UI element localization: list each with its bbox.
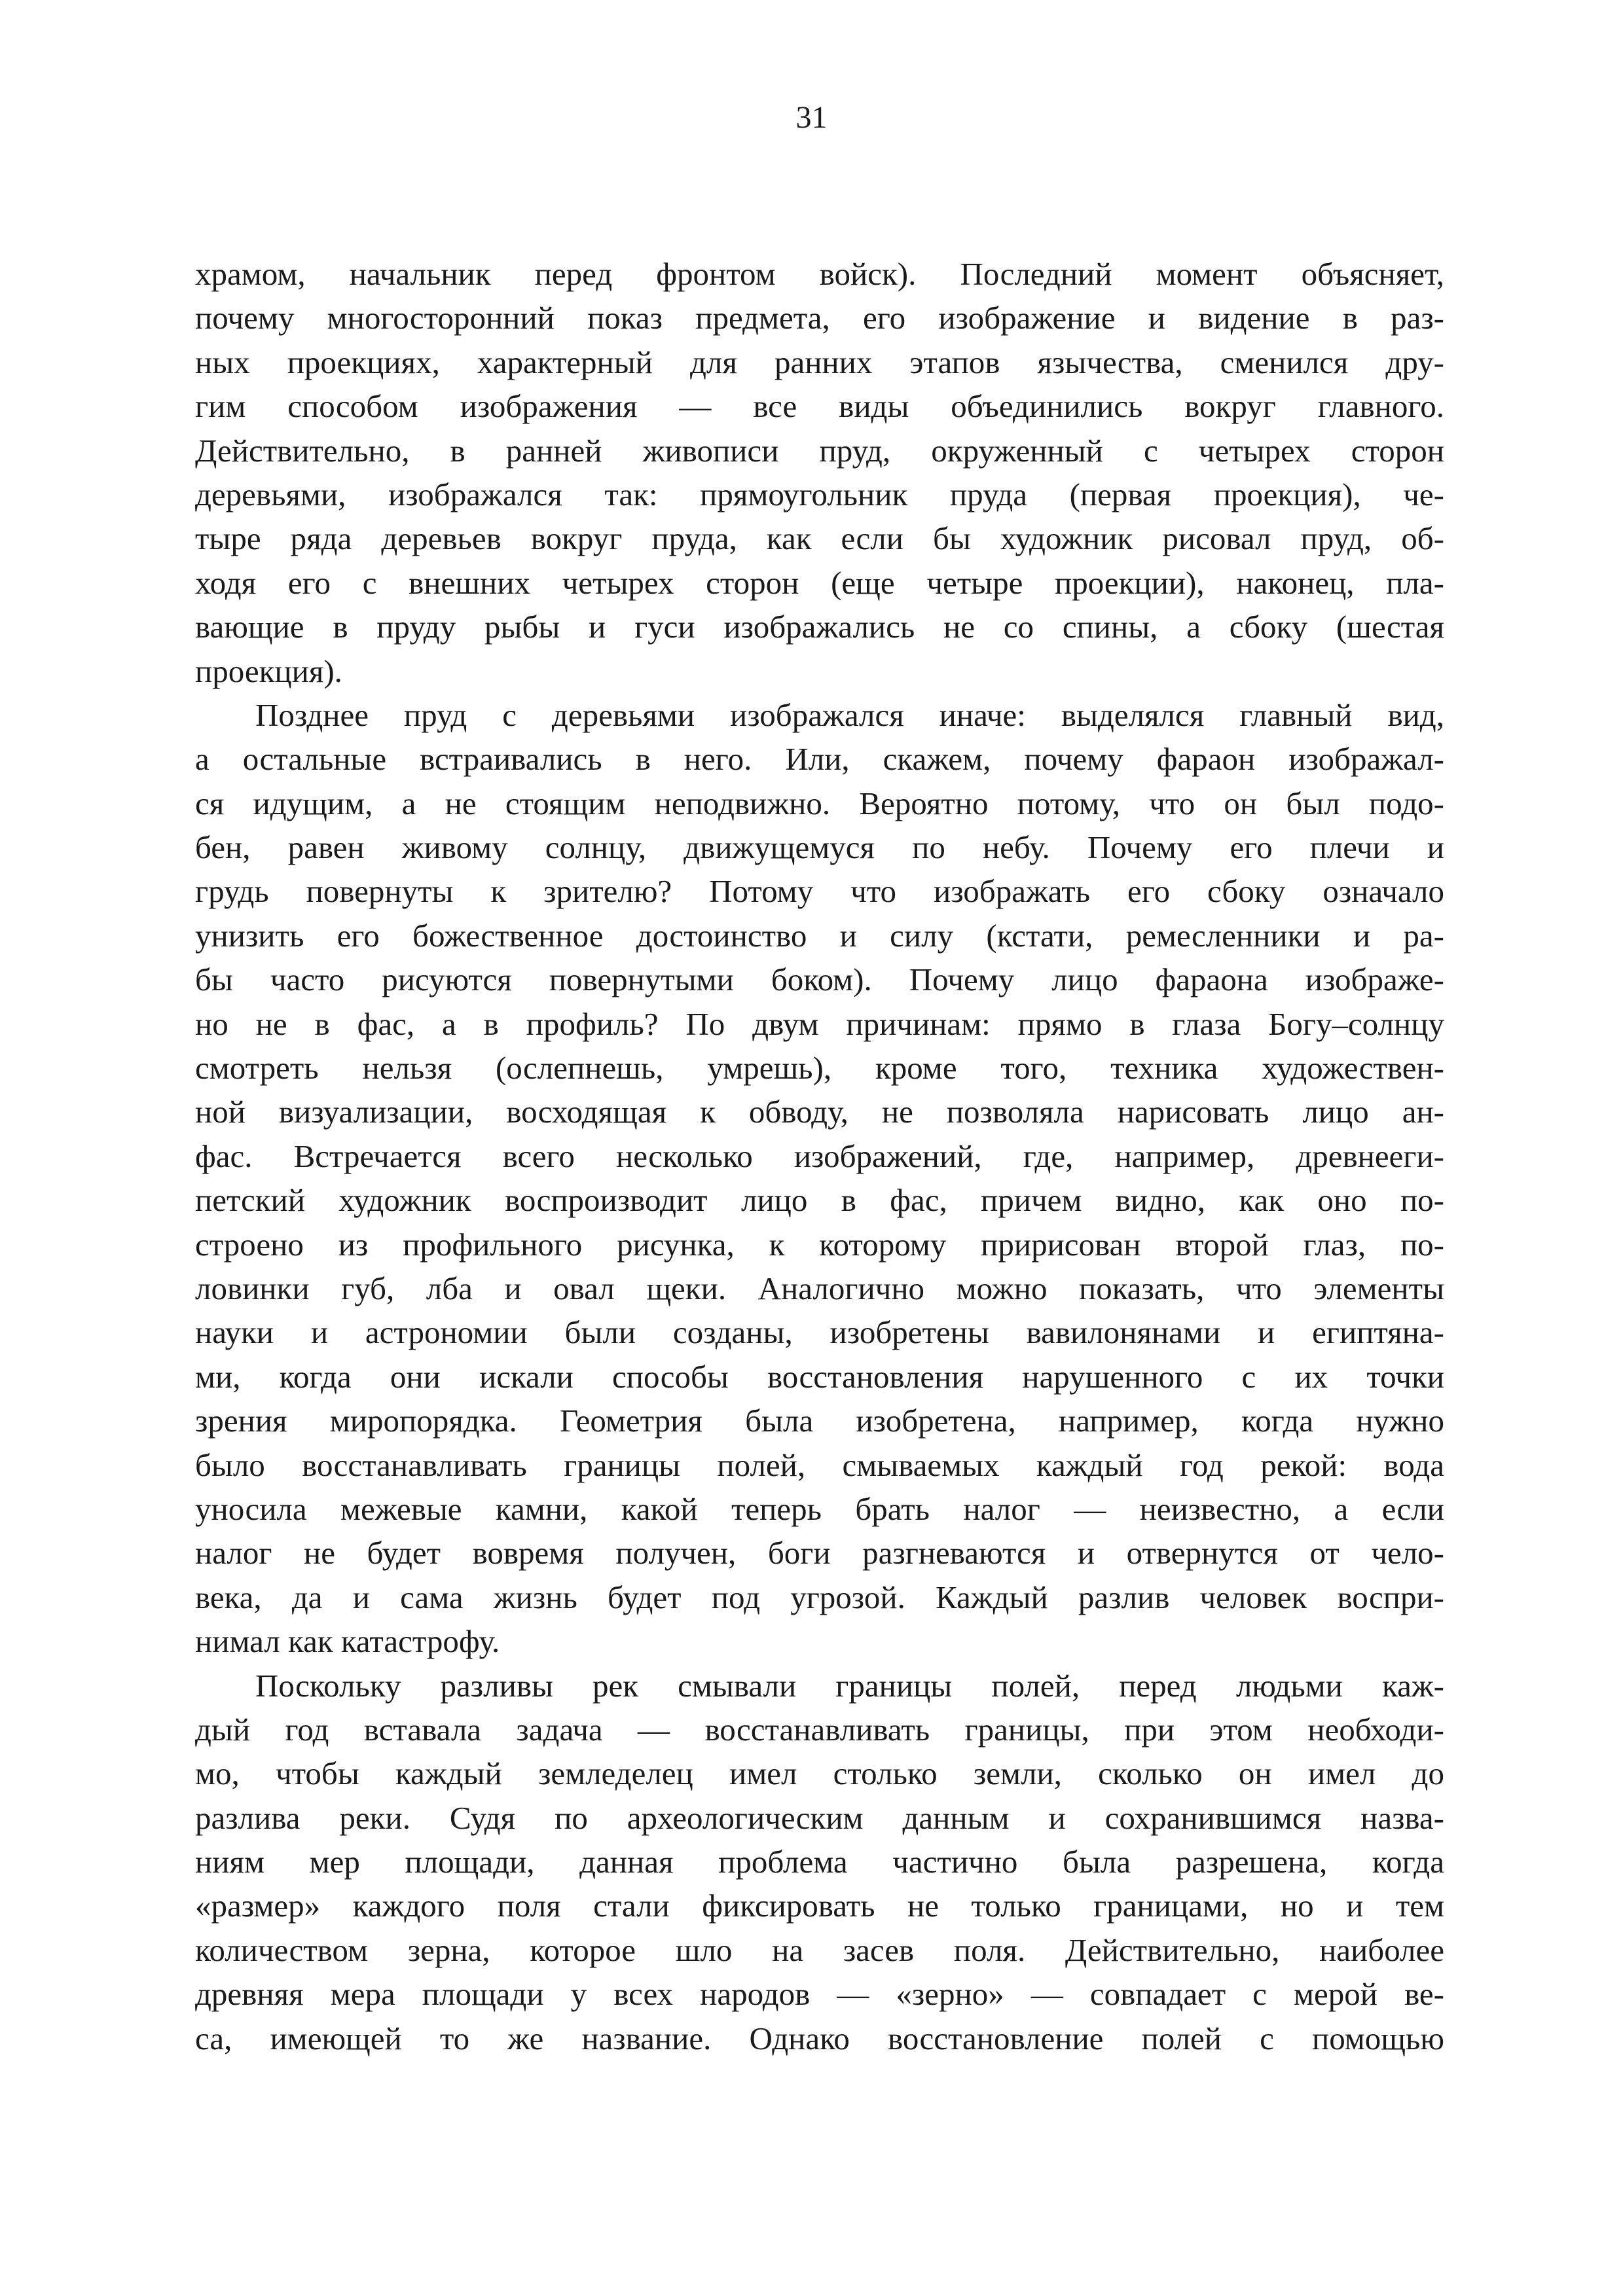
text-line: строено из профильного рисунка, к которому пририсован второй глаз, по- [195, 1226, 1444, 1263]
text-line: храмом, начальник перед фронтом войск). Последний момент объясняет, [195, 256, 1444, 292]
text-line: вающие в пруду рыбы и гуси изображались не со спины, а сбоку (шестая [195, 609, 1444, 645]
text-line: почему многосторонний показ предмета, его изображение и видение в раз- [195, 300, 1444, 336]
text-line: мо, чтобы каждый земледелец имел столько земли, сколько он имел до [195, 1755, 1444, 1792]
text-line: унизить его божественное достоинство и силу (кстати, ремесленники и ра- [195, 917, 1444, 954]
paragraph [195, 693, 1444, 1664]
text-line: гим способом изображения — все виды объединились вокруг главного. [195, 388, 1444, 425]
text-line: ной визуализации, восходящая к обводу, не позволяла нарисовать лицо ан- [195, 1094, 1444, 1130]
text-line: но не в фас, а в профиль? По двум причинам: прямо в глаза Богу–солнцу [195, 1005, 1444, 1042]
text-line: ных проекциях, характерный для ранних этапов язычества, сменился дру- [195, 344, 1444, 380]
text-line: ми, когда они искали способы восстановления нарушенного с их точки [195, 1358, 1444, 1395]
text-line: налог не будет вовремя получен, боги разгневаются и отвернутся от чело- [195, 1535, 1444, 1571]
text-line: смотреть нельзя (ослепнешь, умрешь), кроме того, техника художествен- [195, 1050, 1444, 1086]
page-number: 31 [795, 100, 828, 135]
text-line: проекция). [195, 653, 342, 689]
text-line: бен, равен живому солнцу, движущемуся по небу. Почему его плечи и [195, 829, 1444, 866]
paragraph [195, 1664, 1444, 2061]
text-line: а остальные встраивались в него. Или, скажем, почему фараон изображал- [195, 741, 1444, 778]
text-line: века, да и сама жизнь будет под угрозой. Каждый разлив человек воспри- [195, 1579, 1444, 1615]
text-line: ниям мер площади, данная проблема частично была разрешена, когда [195, 1844, 1444, 1880]
text-line: «размер» каждого поля стали фиксировать не только границами, но и тем [195, 1888, 1444, 1924]
text-line: деревьями, изображался так: прямоугольник пруда (первая проекция), че- [195, 476, 1444, 512]
text-line: было восстанавливать границы полей, смываемых каждый год рекой: вода [195, 1446, 1444, 1483]
text-line: науки и астрономии были созданы, изобретены вавилонянами и египтяна- [195, 1314, 1444, 1351]
text-line: зрения миропорядка. Геометрия была изобретена, например, когда нужно [195, 1403, 1444, 1439]
text-line: Действительно, в ранней живописи пруд, окруженный с четырех сторон [195, 432, 1444, 469]
text-line: дый год вставала задача — восстанавливать границы, при этом необходи- [195, 1711, 1444, 1748]
text-line: Поскольку разливы рек смывали границы полей, перед людьми каж- [255, 1667, 1444, 1704]
text-line: тыре ряда деревьев вокруг пруда, как если бы художник рисовал пруд, об- [195, 520, 1444, 557]
text-line: ходя его с внешних четырех сторон (еще четыре проекции), наконец, пла- [195, 564, 1444, 601]
text-line: древняя мера площади у всех народов — «зерно» — совпадает с мерой ве- [195, 1976, 1444, 2013]
text-line: Позднее пруд с деревьями изображался иначе: выделялся главный вид, [255, 696, 1444, 733]
text-line: разлива реки. Судя по археологическим данным и сохранившимся назва- [195, 1799, 1444, 1836]
text-line: петский художник воспроизводит лицо в фас, причем видно, как оно по- [195, 1182, 1444, 1219]
text-line: ся идущим, а не стоящим неподвижно. Вероятно потому, что он был подо- [195, 785, 1444, 821]
text-line: грудь повернуты к зрителю? Потому что изображать его сбоку означало [195, 873, 1444, 910]
text-line: фас. Встречается всего несколько изображений, где, например, древнееги- [195, 1138, 1444, 1174]
text-line: бы часто рисуются повернутыми боком). Почему лицо фараона изображе- [195, 961, 1444, 998]
text-line: количеством зерна, которое шло на засев поля. Действительно, наиболее [195, 1931, 1444, 1968]
text-line: ловинки губ, лба и овал щеки. Аналогично можно показать, что элементы [195, 1270, 1444, 1306]
body-text [195, 252, 1444, 2060]
text-line: са, имеющей то же название. Однако восстановление полей с помощью [195, 2020, 1444, 2056]
text-line: уносила межевые камни, какой теперь брать налог — неизвестно, а если [195, 1490, 1444, 1527]
paragraph [195, 252, 1444, 693]
text-line: нимал как катастрофу. [195, 1623, 500, 1660]
